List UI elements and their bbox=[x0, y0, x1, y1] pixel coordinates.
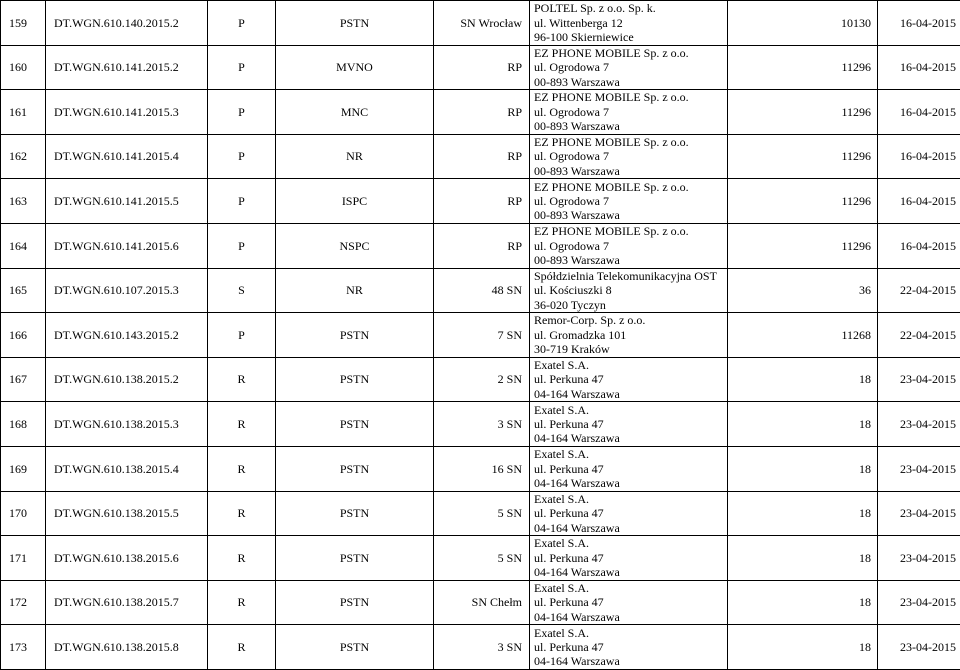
row-number-cell: 163 bbox=[1, 179, 46, 224]
operator-line: ul. Wittenberga 12 bbox=[534, 16, 727, 30]
operator-line: Exatel S.A. bbox=[534, 536, 727, 550]
type-cell: R bbox=[208, 625, 276, 670]
table-row bbox=[1, 1, 960, 46]
operator-line: ul. Perkuna 47 bbox=[534, 551, 727, 565]
row-number-cell: 173 bbox=[1, 625, 46, 670]
case-symbol-cell: DT.WGN.610.141.2015.2 bbox=[46, 45, 208, 90]
table-body bbox=[1, 1, 960, 670]
number-cell: 11296 bbox=[728, 134, 878, 179]
operator-line: 04-164 Warszawa bbox=[534, 565, 727, 579]
number-cell: 18 bbox=[728, 625, 878, 670]
operator-line: 00-893 Warszawa bbox=[534, 119, 727, 133]
number-cell: 11296 bbox=[728, 45, 878, 90]
type-cell: S bbox=[208, 268, 276, 313]
date-cell: 16-04-2015 bbox=[878, 90, 960, 135]
operator-line: Exatel S.A. bbox=[534, 358, 727, 372]
service-cell: PSTN bbox=[276, 313, 434, 358]
service-cell: NR bbox=[276, 134, 434, 179]
table-row bbox=[1, 179, 960, 224]
operator-line: 04-164 Warszawa bbox=[534, 387, 727, 401]
operator-line: ul. Kościuszki 8 bbox=[534, 283, 727, 297]
operator-cell bbox=[530, 446, 728, 491]
operator-line: 04-164 Warszawa bbox=[534, 654, 727, 668]
operator-line: ul. Ogrodowa 7 bbox=[534, 105, 727, 119]
row-number-cell: 167 bbox=[1, 357, 46, 402]
date-cell: 23-04-2015 bbox=[878, 536, 960, 581]
row-number-cell: 160 bbox=[1, 45, 46, 90]
area-cell: 2 SN bbox=[434, 357, 530, 402]
service-cell: MVNO bbox=[276, 45, 434, 90]
operator-cell bbox=[530, 625, 728, 670]
case-symbol-cell: DT.WGN.610.138.2015.5 bbox=[46, 491, 208, 536]
area-cell: SN Chełm bbox=[434, 580, 530, 625]
area-cell: 3 SN bbox=[434, 402, 530, 447]
operator-line: 00-893 Warszawa bbox=[534, 164, 727, 178]
operator-line: 00-893 Warszawa bbox=[534, 208, 727, 222]
case-symbol-cell: DT.WGN.610.138.2015.4 bbox=[46, 446, 208, 491]
type-cell: P bbox=[208, 223, 276, 268]
date-cell: 16-04-2015 bbox=[878, 179, 960, 224]
operator-cell bbox=[530, 45, 728, 90]
service-cell: MNC bbox=[276, 90, 434, 135]
date-cell: 23-04-2015 bbox=[878, 357, 960, 402]
number-cell: 18 bbox=[728, 357, 878, 402]
service-cell: PSTN bbox=[276, 402, 434, 447]
operator-cell bbox=[530, 134, 728, 179]
row-number-cell: 162 bbox=[1, 134, 46, 179]
operator-cell bbox=[530, 179, 728, 224]
type-cell: R bbox=[208, 491, 276, 536]
operator-line: ul. Ogrodowa 7 bbox=[534, 60, 727, 74]
operator-line: EZ PHONE MOBILE Sp. z o.o. bbox=[534, 135, 727, 149]
operator-line: ul. Perkuna 47 bbox=[534, 462, 727, 476]
number-cell: 18 bbox=[728, 580, 878, 625]
row-number-cell: 169 bbox=[1, 446, 46, 491]
date-cell: 23-04-2015 bbox=[878, 402, 960, 447]
number-cell: 18 bbox=[728, 446, 878, 491]
operator-cell bbox=[530, 268, 728, 313]
operator-line: ul. Perkuna 47 bbox=[534, 417, 727, 431]
area-cell: 5 SN bbox=[434, 536, 530, 581]
case-symbol-cell: DT.WGN.610.141.2015.6 bbox=[46, 223, 208, 268]
operator-line: EZ PHONE MOBILE Sp. z o.o. bbox=[534, 90, 727, 104]
row-number-cell: 164 bbox=[1, 223, 46, 268]
area-cell: RP bbox=[434, 134, 530, 179]
row-number-cell: 172 bbox=[1, 580, 46, 625]
table-row bbox=[1, 446, 960, 491]
row-number-cell: 161 bbox=[1, 90, 46, 135]
case-symbol-cell: DT.WGN.610.138.2015.2 bbox=[46, 357, 208, 402]
service-cell: PSTN bbox=[276, 625, 434, 670]
operator-cell bbox=[530, 580, 728, 625]
row-number-cell: 165 bbox=[1, 268, 46, 313]
row-number-cell: 170 bbox=[1, 491, 46, 536]
case-symbol-cell: DT.WGN.610.141.2015.3 bbox=[46, 90, 208, 135]
date-cell: 16-04-2015 bbox=[878, 1, 960, 46]
operator-line: EZ PHONE MOBILE Sp. z o.o. bbox=[534, 46, 727, 60]
number-cell: 18 bbox=[728, 402, 878, 447]
table-row bbox=[1, 45, 960, 90]
date-cell: 16-04-2015 bbox=[878, 134, 960, 179]
area-cell: RP bbox=[434, 45, 530, 90]
type-cell: P bbox=[208, 1, 276, 46]
type-cell: P bbox=[208, 134, 276, 179]
operator-line: ul. Perkuna 47 bbox=[534, 640, 727, 654]
number-cell: 11268 bbox=[728, 313, 878, 358]
operator-line: ul. Gromadzka 101 bbox=[534, 328, 727, 342]
operator-line: 96-100 Skierniewice bbox=[534, 30, 727, 44]
area-cell: SN Wrocław bbox=[434, 1, 530, 46]
operator-line: Exatel S.A. bbox=[534, 492, 727, 506]
type-cell: R bbox=[208, 536, 276, 581]
service-cell: NSPC bbox=[276, 223, 434, 268]
row-number-cell: 166 bbox=[1, 313, 46, 358]
operator-cell bbox=[530, 402, 728, 447]
case-symbol-cell: DT.WGN.610.140.2015.2 bbox=[46, 1, 208, 46]
operator-line: Exatel S.A. bbox=[534, 403, 727, 417]
area-cell: RP bbox=[434, 179, 530, 224]
row-number-cell: 171 bbox=[1, 536, 46, 581]
case-symbol-cell: DT.WGN.610.138.2015.3 bbox=[46, 402, 208, 447]
operator-line: ul. Perkuna 47 bbox=[534, 506, 727, 520]
operator-cell bbox=[530, 536, 728, 581]
operator-cell bbox=[530, 313, 728, 358]
operator-line: 04-164 Warszawa bbox=[534, 610, 727, 624]
service-cell: PSTN bbox=[276, 491, 434, 536]
type-cell: P bbox=[208, 90, 276, 135]
case-symbol-cell: DT.WGN.610.141.2015.5 bbox=[46, 179, 208, 224]
operator-cell bbox=[530, 357, 728, 402]
date-cell: 16-04-2015 bbox=[878, 45, 960, 90]
operator-line: EZ PHONE MOBILE Sp. z o.o. bbox=[534, 224, 727, 238]
operator-line: Exatel S.A. bbox=[534, 581, 727, 595]
operator-line: Remor-Corp. Sp. z o.o. bbox=[534, 313, 727, 327]
operator-line: EZ PHONE MOBILE Sp. z o.o. bbox=[534, 180, 727, 194]
service-cell: PSTN bbox=[276, 1, 434, 46]
case-symbol-cell: DT.WGN.610.138.2015.6 bbox=[46, 536, 208, 581]
type-cell: R bbox=[208, 446, 276, 491]
operator-cell bbox=[530, 1, 728, 46]
service-cell: PSTN bbox=[276, 446, 434, 491]
type-cell: P bbox=[208, 179, 276, 224]
table-row bbox=[1, 357, 960, 402]
number-cell: 11296 bbox=[728, 179, 878, 224]
number-cell: 10130 bbox=[728, 1, 878, 46]
operator-cell bbox=[530, 90, 728, 135]
case-symbol-cell: DT.WGN.610.138.2015.7 bbox=[46, 580, 208, 625]
number-cell: 11296 bbox=[728, 223, 878, 268]
case-symbol-cell: DT.WGN.610.107.2015.3 bbox=[46, 268, 208, 313]
number-cell: 18 bbox=[728, 536, 878, 581]
table-row bbox=[1, 313, 960, 358]
date-cell: 22-04-2015 bbox=[878, 313, 960, 358]
row-number-cell: 159 bbox=[1, 1, 46, 46]
type-cell: R bbox=[208, 402, 276, 447]
area-cell: 48 SN bbox=[434, 268, 530, 313]
area-cell: 5 SN bbox=[434, 491, 530, 536]
operator-line: ul. Ogrodowa 7 bbox=[534, 194, 727, 208]
operator-line: Exatel S.A. bbox=[534, 447, 727, 461]
area-cell: RP bbox=[434, 90, 530, 135]
operator-line: ul. Perkuna 47 bbox=[534, 595, 727, 609]
table-row bbox=[1, 536, 960, 581]
date-cell: 23-04-2015 bbox=[878, 491, 960, 536]
table-row bbox=[1, 402, 960, 447]
row-number-cell: 168 bbox=[1, 402, 46, 447]
area-cell: RP bbox=[434, 223, 530, 268]
date-cell: 16-04-2015 bbox=[878, 223, 960, 268]
operator-line: 00-893 Warszawa bbox=[534, 75, 727, 89]
date-cell: 23-04-2015 bbox=[878, 446, 960, 491]
operator-line: POLTEL Sp. z o.o. Sp. k. bbox=[534, 1, 727, 15]
number-cell: 18 bbox=[728, 491, 878, 536]
table-row bbox=[1, 90, 960, 135]
area-cell: 3 SN bbox=[434, 625, 530, 670]
operator-line: 00-893 Warszawa bbox=[534, 253, 727, 267]
table-row bbox=[1, 625, 960, 670]
case-symbol-cell: DT.WGN.610.138.2015.8 bbox=[46, 625, 208, 670]
case-symbol-cell: DT.WGN.610.143.2015.2 bbox=[46, 313, 208, 358]
operator-line: 04-164 Warszawa bbox=[534, 521, 727, 535]
operator-line: ul. Ogrodowa 7 bbox=[534, 149, 727, 163]
table-row bbox=[1, 268, 960, 313]
operator-cell bbox=[530, 491, 728, 536]
date-cell: 22-04-2015 bbox=[878, 268, 960, 313]
table-row bbox=[1, 491, 960, 536]
service-cell: PSTN bbox=[276, 580, 434, 625]
operator-line: 04-164 Warszawa bbox=[534, 431, 727, 445]
service-cell: PSTN bbox=[276, 357, 434, 402]
operator-line: Exatel S.A. bbox=[534, 626, 727, 640]
date-cell: 23-04-2015 bbox=[878, 625, 960, 670]
number-cell: 11296 bbox=[728, 90, 878, 135]
area-cell: 16 SN bbox=[434, 446, 530, 491]
service-cell: ISPC bbox=[276, 179, 434, 224]
service-cell: NR bbox=[276, 268, 434, 313]
area-cell: 7 SN bbox=[434, 313, 530, 358]
operator-line: ul. Perkuna 47 bbox=[534, 372, 727, 386]
table-row bbox=[1, 223, 960, 268]
number-cell: 36 bbox=[728, 268, 878, 313]
table-row bbox=[1, 134, 960, 179]
operator-line: 04-164 Warszawa bbox=[534, 476, 727, 490]
type-cell: P bbox=[208, 313, 276, 358]
type-cell: R bbox=[208, 580, 276, 625]
type-cell: R bbox=[208, 357, 276, 402]
type-cell: P bbox=[208, 45, 276, 90]
operator-line: 30-719 Kraków bbox=[534, 342, 727, 356]
table-row bbox=[1, 580, 960, 625]
operator-line: ul. Ogrodowa 7 bbox=[534, 239, 727, 253]
operator-line: 36-020 Tyczyn bbox=[534, 298, 727, 312]
service-cell: PSTN bbox=[276, 536, 434, 581]
date-cell: 23-04-2015 bbox=[878, 580, 960, 625]
case-symbol-cell: DT.WGN.610.141.2015.4 bbox=[46, 134, 208, 179]
operator-line: Spółdzielnia Telekomunikacyjna OST bbox=[534, 269, 727, 283]
operator-cell bbox=[530, 223, 728, 268]
